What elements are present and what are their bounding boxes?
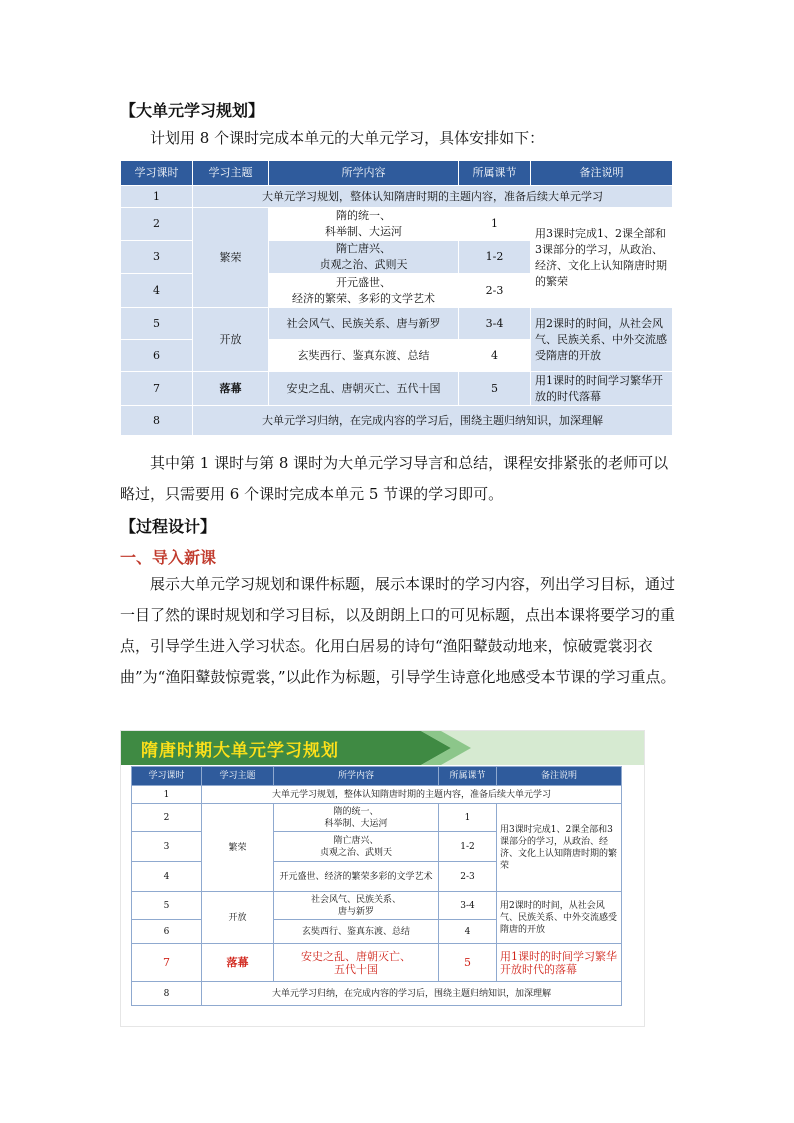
- period-cell: 5: [132, 892, 202, 920]
- lesson-cell: 3-4: [439, 892, 497, 920]
- header-cell: 备注说明: [531, 161, 673, 186]
- theme-cell: 开放: [202, 892, 274, 944]
- table-row: [121, 372, 673, 406]
- period-cell: 3: [132, 832, 202, 862]
- content-cell: 安史之乱、唐朝灭亡、 五代十国: [274, 944, 439, 982]
- content-cell: 隋亡唐兴、 贞观之治、武则天: [274, 832, 439, 862]
- header-cell: 学习主题: [202, 767, 274, 786]
- note-cell: 用2课时的时间，从社会风气、民族关系、中外交流感受隋唐的开放: [497, 892, 622, 944]
- lesson-intro-paragraph: 展示大单元学习规划和课件标题，展示本课时的学习内容，列出学习目标，通过一目了然的课时规划和学习目标，以及朗朗上口的可见标题，点出本课将要学习的重点，引导学生进入学习状态。化用白居易的诗句“渔阳鼙鼓动地来，惊破霓裳羽衣曲”为“渔阳鼙鼓惊霓裳，”以此作为标题，引导学生诗意化地感受本节课的学习重点。: [120, 575, 676, 686]
- header-cell: 所属课节: [439, 767, 497, 786]
- plan-table: [120, 160, 673, 436]
- header-cell: 所学内容: [274, 767, 439, 786]
- table-header-row: [121, 161, 673, 186]
- note-cell: 用1课时的时间学习繁华开放的时代落幕: [531, 372, 673, 406]
- banner-title: 隋唐时期大单元学习规划: [141, 741, 339, 761]
- section-heading-plan: 【大单元学习规划】: [120, 101, 265, 120]
- header-cell: 学习课时: [132, 767, 202, 786]
- slide-plan-table: [131, 766, 622, 1006]
- sub-heading-intro: 一、导入新课: [120, 548, 217, 567]
- table-row-highlighted: [132, 944, 622, 982]
- summary-paragraph: 其中第 1 课时与第 8 课时为大单元学习导言和总结，课程安排紧张的老师可以略过，只需要用 6 个课时完成本单元 5 节课的学习即可。: [120, 454, 669, 503]
- lesson-cell: 1-2: [459, 241, 531, 274]
- merged-cell: 大单元学习规划，整体认知隋唐时期的主题内容，准备后续大单元学习: [202, 786, 622, 804]
- content-cell: 社会风气、民族关系、 唐与新罗: [274, 892, 439, 920]
- merged-cell: 大单元学习规划，整体认知隋唐时期的主题内容，准备后续大单元学习: [193, 186, 673, 208]
- content-cell: 玄奘西行、鉴真东渡、总结: [269, 340, 459, 372]
- content-cell: 隋的统一、 科举制、大运河: [274, 804, 439, 832]
- lesson-cell: 5: [459, 372, 531, 406]
- table-row: [132, 892, 622, 920]
- content-cell: 隋亡唐兴、 贞观之治、武则天: [269, 241, 459, 274]
- lesson-cell: 1-2: [439, 832, 497, 862]
- theme-cell: 繁荣: [202, 804, 274, 892]
- theme-cell: 落幕: [202, 944, 274, 982]
- table-row: [132, 786, 622, 804]
- lesson-cell: 1: [459, 208, 531, 241]
- note-cell: 用3课时完成1、2课全部和3课部分的学习，从政治、经济、文化上认知隋唐时期的繁荣: [497, 804, 622, 892]
- content-cell: 开元盛世、 经济的繁荣、多彩的文学艺术: [269, 274, 459, 308]
- section-heading-process: 【过程设计】: [120, 517, 217, 536]
- merged-cell: 大单元学习归纳，在完成内容的学习后，围绕主题归纳知识，加深理解: [193, 406, 673, 436]
- lesson-cell: 2-3: [459, 274, 531, 308]
- theme-cell: 落幕: [193, 372, 269, 406]
- note-cell: 用3课时完成1、2课全部和3课部分的学习，从政治、经济、文化上认知隋唐时期的繁荣: [531, 208, 673, 308]
- header-cell: 备注说明: [497, 767, 622, 786]
- period-cell: 6: [132, 920, 202, 944]
- slide-image: [120, 730, 645, 1027]
- period-cell: 4: [132, 862, 202, 892]
- lesson-cell: 5: [439, 944, 497, 982]
- header-cell: 所属课节: [459, 161, 531, 186]
- merged-cell: 大单元学习归纳，在完成内容的学习后，围绕主题归纳知识，加深理解: [202, 982, 622, 1006]
- content-cell: 隋的统一、 科举制、大运河: [269, 208, 459, 241]
- period-cell: 7: [121, 372, 193, 406]
- period-cell: 1: [121, 186, 193, 208]
- lesson-cell: 4: [439, 920, 497, 944]
- theme-cell: 开放: [193, 308, 269, 372]
- header-cell: 所学内容: [269, 161, 459, 186]
- theme-cell: 繁荣: [193, 208, 269, 308]
- period-cell: 8: [121, 406, 193, 436]
- table-row: [121, 186, 673, 208]
- table-row: [121, 406, 673, 436]
- period-cell: 2: [121, 208, 193, 241]
- period-cell: 5: [121, 308, 193, 340]
- content-cell: 开元盛世、经济的繁荣多彩的文学艺术: [274, 862, 439, 892]
- header-cell: 学习主题: [193, 161, 269, 186]
- table-header-row: [132, 767, 622, 786]
- header-cell: 学习课时: [121, 161, 193, 186]
- content-cell: 玄奘西行、鉴真东渡、总结: [274, 920, 439, 944]
- table-row: [121, 308, 673, 340]
- period-cell: 4: [121, 274, 193, 308]
- table-row: [121, 208, 673, 241]
- table-row: [132, 804, 622, 832]
- period-cell: 3: [121, 241, 193, 274]
- lesson-cell: 2-3: [439, 862, 497, 892]
- period-cell: 1: [132, 786, 202, 804]
- note-cell: 用2课时的时间，从社会风气、民族关系、中外交流感受隋唐的开放: [531, 308, 673, 372]
- table-row: [132, 982, 622, 1006]
- intro-paragraph: 计划用 8 个课时完成本单元的大单元学习，具体安排如下：: [150, 129, 545, 147]
- period-cell: 8: [132, 982, 202, 1006]
- period-cell: 7: [132, 944, 202, 982]
- content-cell: 安史之乱、唐朝灭亡、五代十国: [269, 372, 459, 406]
- lesson-cell: 4: [459, 340, 531, 372]
- lesson-cell: 3-4: [459, 308, 531, 340]
- content-cell: 社会风气、民族关系、唐与新罗: [269, 308, 459, 340]
- period-cell: 6: [121, 340, 193, 372]
- lesson-cell: 1: [439, 804, 497, 832]
- note-cell: 用1课时的时间学习繁华开放时代的落幕: [497, 944, 622, 982]
- period-cell: 2: [132, 804, 202, 832]
